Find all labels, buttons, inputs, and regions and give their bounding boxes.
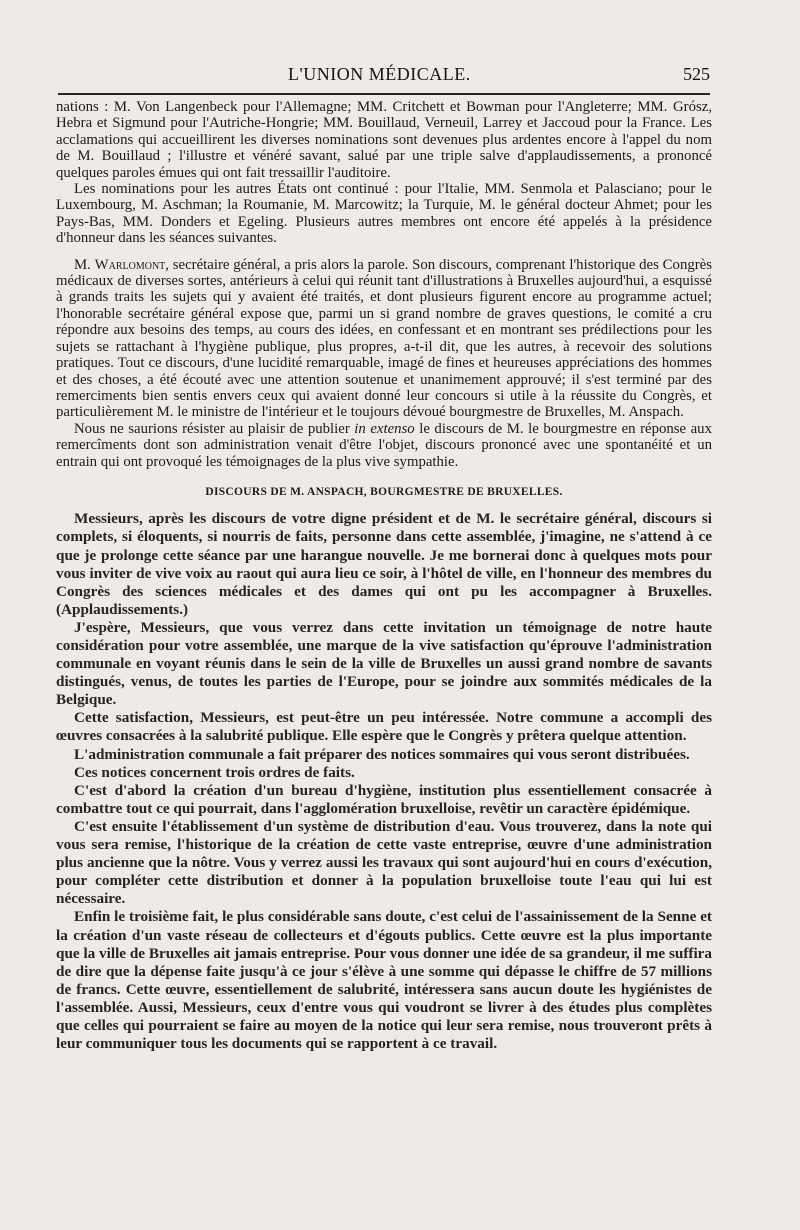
speaker-name: Warlomont <box>94 256 166 273</box>
publication-note-italic: in extenso <box>354 420 415 437</box>
paragraph-warlomont-text: , secrétaire général, a pris alors la parole. Son discours, comprenant l'historique des Congrès médicaux de diverses sortes, antérieurs à celui qui réunit tant d'illustrations à Bruxelles aujourd'hui, a esquissé à grands traits les sujets qui y avaient été traités, et dont plusieurs figurent encore au programme actuel; l'honorable secrétaire général expose que, parmi un si grand nombre de graves questions, le comité a cru répondre aux besoins des temps, au cours des idées, en confessant et en montrant ses prédilections pour les sujets se rattachant à l'hygiène publique, plus propres, a-t-il dit, que les autres, à recevoir des solutions pratiques. Tout ce discours, d'une lucidité remarquable, imagé de fines et heureuses appréciations des hommes et des choses, a été écouté avec une attention soutenue et unanimement approuvé; il s'est terminé par des remerciments bien sentis envers ceux qui avaient donné leur concours si utile à la réussite du Congrès, et particulièrement M. le ministre de l'intérieur et le toujours dévoué bourgmestre de Bruxelles, M. Anspach. <box>56 256 712 421</box>
speech-paragraph: C'est ensuite l'établissement d'un système de distribution d'eau. Vous trouverez, dans la note qui vous sera remise, l'historique de la création de cette vaste entreprise, œuvre d'une administration plus ancienne que la nôtre. Vous y verrez aussi les travaux qui sont aujourd'hui en cours d'exécution, pour compléter cette distribution et donner à la population bruxelloise toute l'eau qui lui est nécessaire. <box>56 817 712 908</box>
speech-paragraph: Messieurs, après les discours de votre digne président et de M. le secrétaire général, discours si complets, si éloquents, si nourris de faits, personne dans cette assemblée, j'imagine, ne s'attend à ce que je prolonge cette séance par une harangue nouvelle. Je me bornerai donc à quelques mots pour vous inviter de vive voix au raout qui aura lieu ce soir, à l'hôtel de ville, en l'honneur des membres du Congrès des sciences médicales et des dames qui ont pu les accompagner à Bruxelles. (Applaudissements.) <box>56 510 712 618</box>
article-body <box>56 99 712 1053</box>
publication-note-after: le discours de M. le bourgmestre en réponse aux remercîments dont son administration venait d'être l'objet, discours prononcé avec une spontanéité et un entrain qui ont provoqué les témoignages de la plus vive sympathie. <box>56 420 712 470</box>
paragraph-other-states: Les nominations pour les autres États ont continué : pour l'Italie, MM. Senmola et Palasciano; pour le Luxembourg, M. Aschman; la Roumanie, M. Marcowitz; la Turquie, M. le général docteur Ahmet; pour les Pays-Bas, MM. Donders et Egeling. Plusieurs autres membres ont encore été appelés à la présidence d'honneur dans les séances suivantes. <box>56 181 712 247</box>
speech-paragraph: Cette satisfaction, Messieurs, est peut-être un peu intéressée. Notre commune a accompli des œuvres consacrées à la salubrité publique. Elle espère que le Congrès y prêtera quelque attention. <box>56 709 712 745</box>
speech-body <box>56 510 712 1053</box>
page-header <box>60 64 710 92</box>
speaker-prefix: M. <box>74 256 95 273</box>
publication-note-before: Nous ne saurions résister au plaisir de publier <box>74 420 355 437</box>
header-rule <box>58 93 710 95</box>
running-title: L'UNION MÉDICALE. <box>288 64 471 84</box>
speech-paragraph: Enfin le troisième fait, le plus considérable sans doute, c'est celui de l'assainissement de la Senne et la création d'un vaste réseau de collecteurs et d'égouts publics. Cette œuvre est la plus importante que la ville de Bruxelles ait jamais entreprise. Pour vous donner une idée de sa grandeur, il me suffira de dire que la dépense faite jusqu'à ce jour s'élève à une somme qui dépasse le chiffre de 57 millions de francs. Cette œuvre, essentiellement de salubrité, intéressera sans aucun doute les hygiénistes de l'assemblée. Aussi, Messieurs, ceux d'entre vous qui voudront se livrer à des études plus complètes que celles qui pourraient se faire au moyen de la notice qui leur sera remise, nous trouveront prêts à leur communiquer tous les documents qui se rapportent à ce travail. <box>56 908 712 1053</box>
speech-paragraph: Ces notices concernent trois ordres de faits. <box>74 763 355 781</box>
section-heading: DISCOURS DE M. ANSPACH, BOURGMESTRE DE BRUXELLES. <box>205 485 563 498</box>
speech-paragraph: C'est d'abord la création d'un bureau d'hygiène, institution plus essentiellement consacrée à combattre tout ce qui pourrait, dans l'agglomération bruxelloise, revêtir un caractère épidémique. <box>56 781 712 817</box>
paragraph-publication-note <box>56 421 712 470</box>
speech-paragraph: L'administration communale a fait préparer des notices sommaires qui vous seront distribuées. <box>74 745 690 763</box>
paragraph-nominations: nations : M. Von Langenbeck pour l'Allemagne; MM. Critchett et Bowman pour l'Angleterre; MM. Grósz, Hebra et Sigmund pour l'Autriche-Hongrie; MM. Bouillaud, Verneuil, Larrey et Jaccoud pour la France. Les acclamations qui accueillirent les diverses nominations sont devenues plus ardentes encore à l'appel du nom de M. Bouillaud ; l'illustre et vénéré savant, salué par une triple salve d'applaudissements, a prononcé quelques paroles émues qui ont fait tressaillir l'auditoire. <box>56 99 712 181</box>
paragraph-warlomont <box>56 257 712 421</box>
page-number: 525 <box>683 64 710 84</box>
speech-paragraph: J'espère, Messieurs, que vous verrez dans cette invitation un témoignage de notre haute considération pour votre assemblée, une marque de la vive satisfaction qu'éprouve l'administration communale en voyant réunis dans le sein de la ville de Bruxelles un aussi grand nombre de savants distingués, venus, de toutes les parties de l'Europe, pour se joindre aux sommités médicales de la Belgique. <box>56 618 712 709</box>
